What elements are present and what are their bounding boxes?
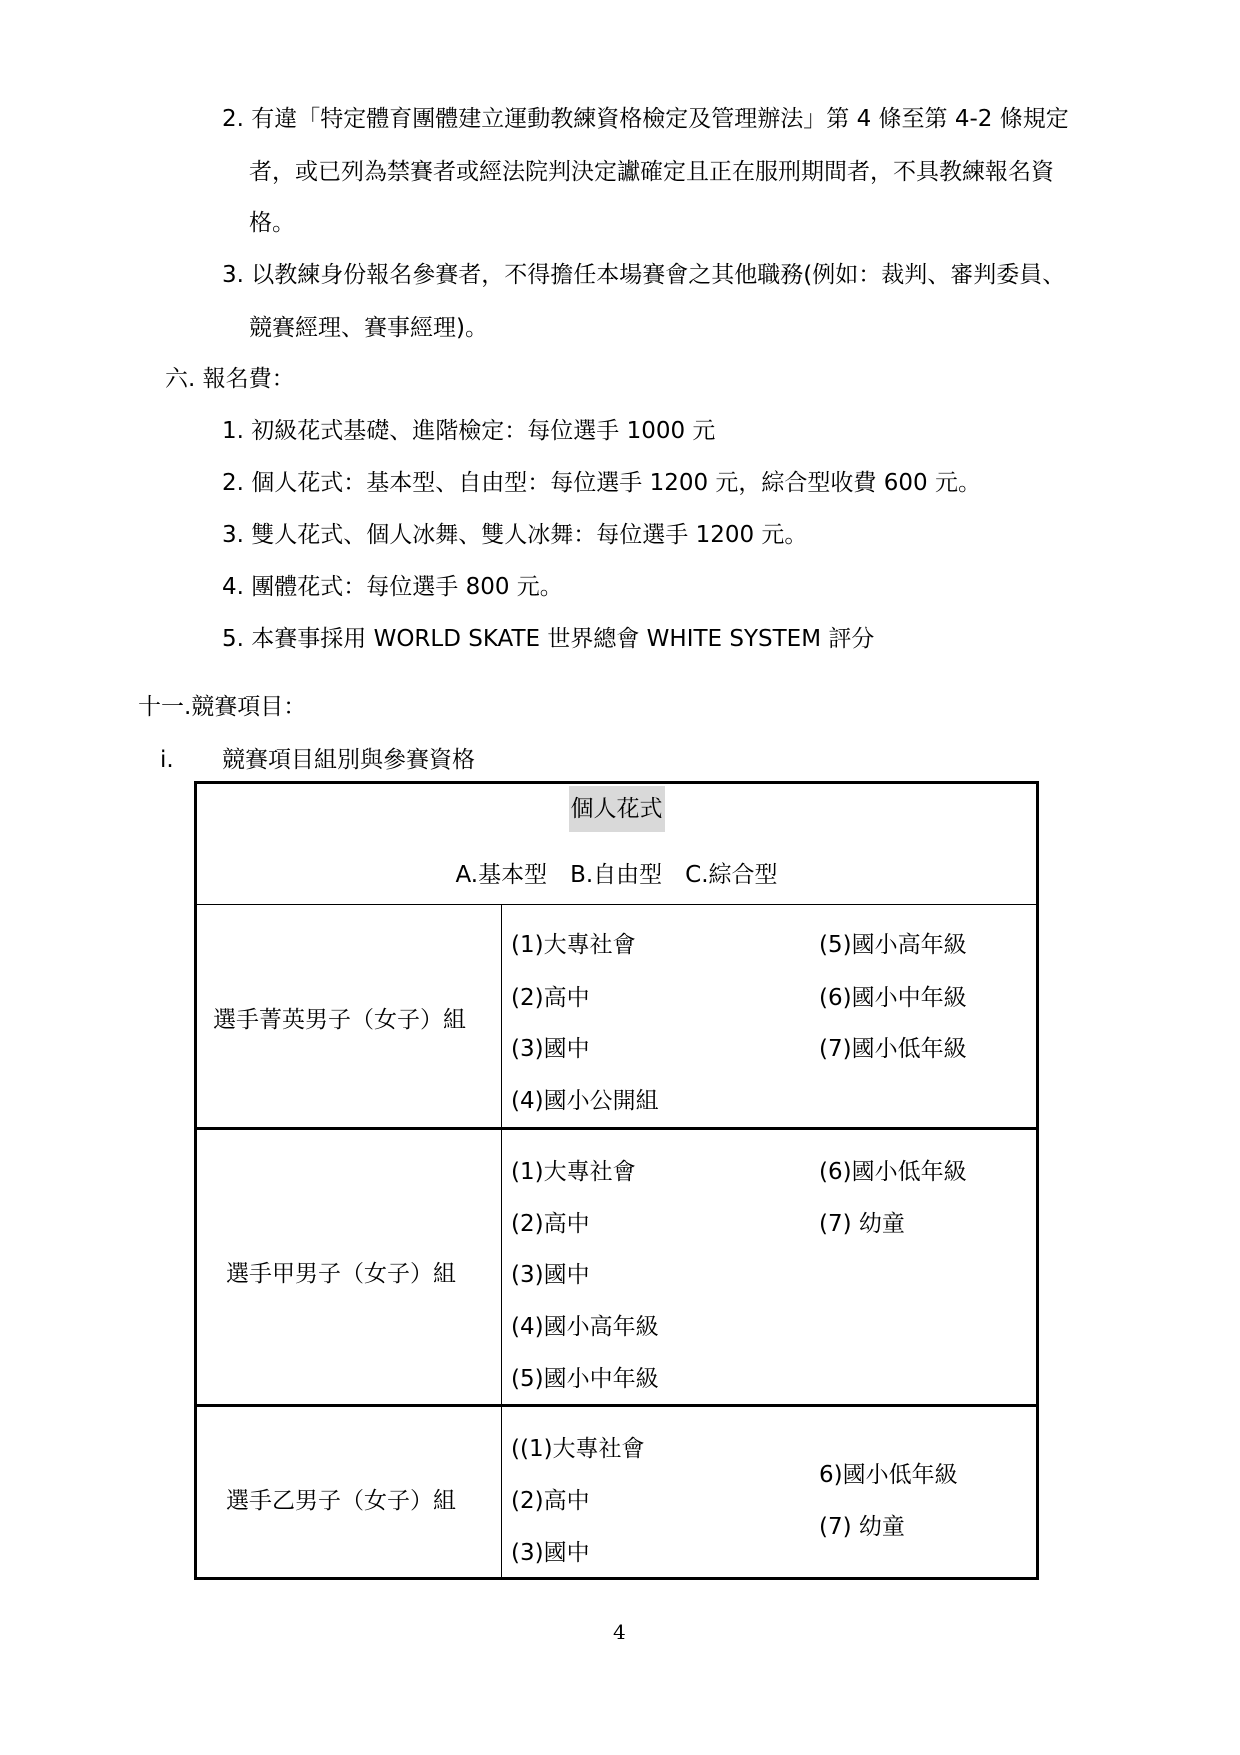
- page-number: 4: [613, 1620, 626, 1644]
- fee-text: 個人花式：基本型、自由型：每位選手 1200 元，綜合型收費 600 元。: [251, 470, 981, 496]
- group-name: 選手甲男子（女子）組: [226, 1261, 456, 1287]
- rule-text: 有違「特定體育團體建立運動教練資格檢定及管理辦法」第 4 條至第 4-2 條規定: [251, 106, 1069, 132]
- section-heading: 十一.競賽項目：: [138, 694, 307, 720]
- fee-text: 本賽事採用 WORLD SKATE 世界總會 WHITE SYSTEM 評分: [251, 626, 875, 652]
- division-item: (3)國中: [511, 1036, 590, 1062]
- division-item: (7) 幼童: [819, 1211, 905, 1237]
- subsection-marker: i.: [160, 747, 174, 773]
- division-item: (4)國小公開組: [511, 1088, 659, 1114]
- group-name: 選手菁英男子（女子）組: [213, 1007, 466, 1033]
- division-item: (1)大專社會: [511, 1159, 636, 1185]
- fee-number: 2.: [222, 470, 244, 496]
- division-item: (2)高中: [511, 985, 590, 1011]
- division-item: (2)高中: [511, 1211, 590, 1237]
- division-item: (5)國小中年級: [511, 1366, 659, 1392]
- division-item: 6)國小低年級: [819, 1462, 958, 1488]
- division-item: (7) 幼童: [819, 1514, 905, 1540]
- division-item: (2)高中: [511, 1488, 590, 1514]
- subsection-title: 競賽項目組別與參賽資格: [222, 747, 475, 773]
- rule-text: 以教練身份報名參賽者，不得擔任本場賽會之其他職務(例如：裁判、審判委員、: [251, 262, 1066, 288]
- table-title: 個人花式: [569, 786, 665, 832]
- group-name: 選手乙男子（女子）組: [226, 1488, 456, 1514]
- division-item: (6)國小中年級: [819, 985, 967, 1011]
- division-item: (6)國小低年級: [819, 1159, 967, 1185]
- division-item: (3)國中: [511, 1262, 590, 1288]
- rule-text: 格。: [249, 210, 295, 236]
- fee-text: 團體花式：每位選手 800 元。: [251, 574, 563, 600]
- division-item: (5)國小高年級: [819, 932, 967, 958]
- division-item: (3)國中: [511, 1540, 590, 1566]
- fee-text: 雙人花式、個人冰舞、雙人冰舞：每位選手 1200 元。: [251, 522, 808, 548]
- division-item: (4)國小高年級: [511, 1314, 659, 1340]
- rule-text: 者，或已列為禁賽者或經法院判決定讞確定且正在服刑期間者，不具教練報名資: [249, 159, 1054, 185]
- rule-number: 2.: [222, 106, 244, 132]
- table-subtitle: A.基本型 B.自由型 C.綜合型: [455, 862, 778, 888]
- division-item: (7)國小低年級: [819, 1036, 967, 1062]
- fee-text: 初級花式基礎、進階檢定：每位選手 1000 元: [251, 418, 716, 444]
- rule-number: 3.: [222, 262, 244, 288]
- division-item: ((1)大專社會: [511, 1436, 645, 1462]
- division-item: (1)大專社會: [511, 932, 636, 958]
- rule-text: 競賽經理、賽事經理)。: [249, 315, 488, 341]
- fee-number: 4.: [222, 574, 244, 600]
- eligibility-table: [194, 781, 1039, 1580]
- fee-number: 3.: [222, 522, 244, 548]
- fee-heading: 六. 報名費：: [165, 366, 295, 392]
- fee-number: 5.: [222, 626, 244, 652]
- fee-number: 1.: [222, 418, 244, 444]
